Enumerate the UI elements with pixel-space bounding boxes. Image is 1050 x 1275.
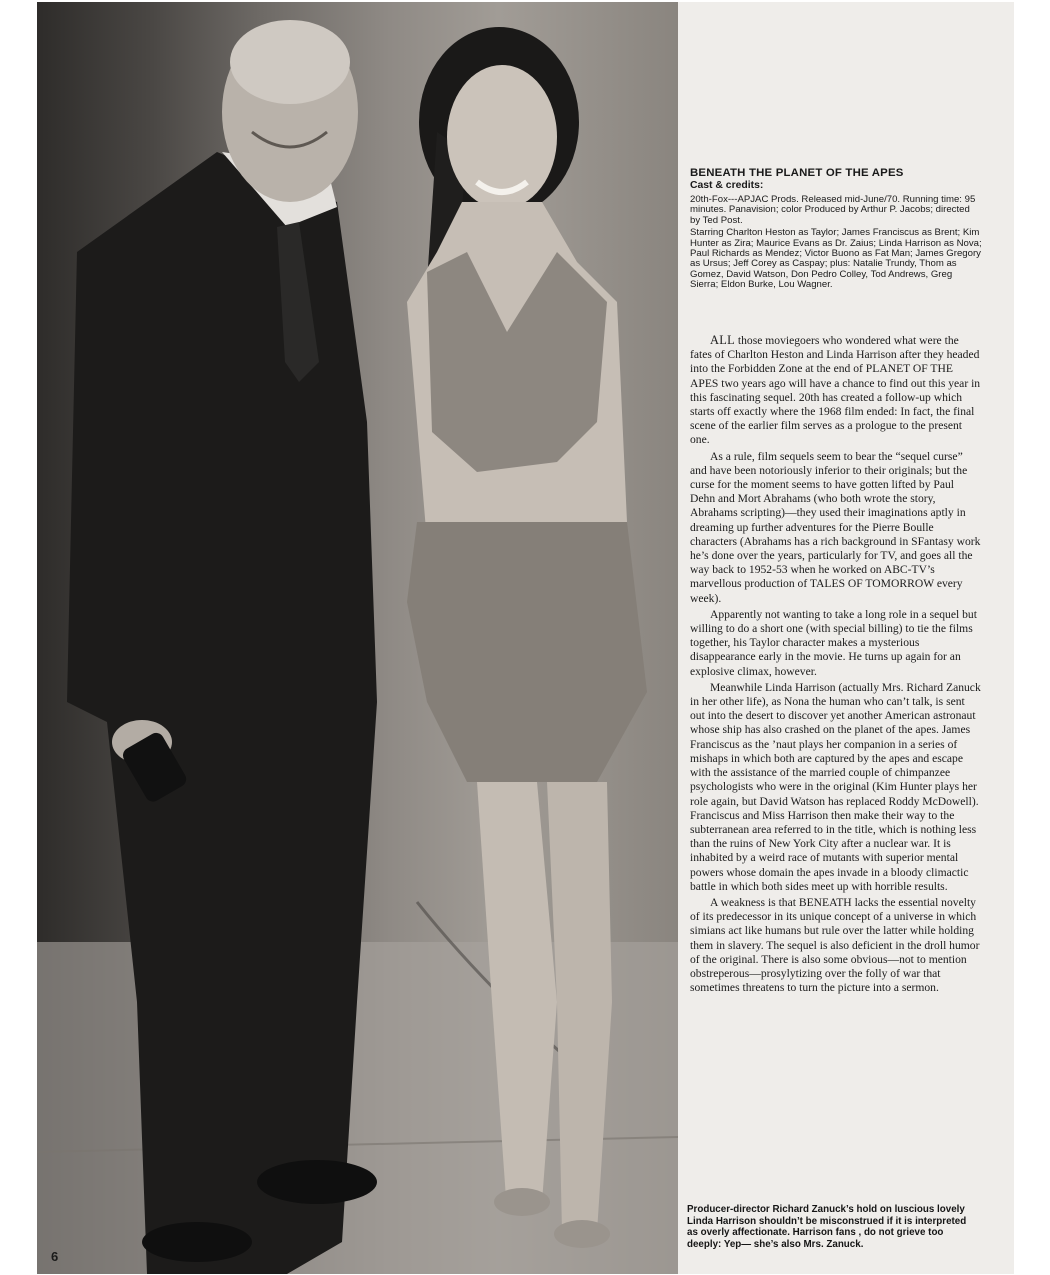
credits-heading: Cast & credits: (690, 180, 764, 191)
review-article (690, 333, 982, 995)
production-credits: 20th-Fox---APJAC Prods. Released mid-June/70. Running time: 95 minutes. Panavision; color Produced by Arthur P. Jacobs; directed by Ted Post. (690, 194, 976, 226)
article-paragraph (690, 333, 982, 448)
cast-list: Starring Charlton Heston as Taylor; James Franciscus as Brent; Kim Hunter as Zira; Maurice Evans as Dr. Zaius; Linda Harrison as Nova; Paul Richards as Mendez; Victor Buono as Fat Man; James Gregory as Ursus; Jeff Corey as Caspay; plus: Natalie Trundy, Thom as Gomez, David Watson, Don Pedro Colley, Tod Andrews, Greg Sierra; Eldon Burke, Lou Wagner. (690, 227, 982, 291)
paragraph-text: those moviegoers who wondered what were the fates of Charlton Heston and Linda Harrison after they headed into the Forbidden Zone at the end of PLANET OF THE APES two years ago will have a chance to find out this year in this fascinating sequel. 20th has created a follow-up which starts off exactly where the 1968 film ended: In fact, the final scene of the earlier film serves as a prologue to the present one. (690, 334, 981, 447)
photo-caption: Producer-director Richard Zanuck’s hold on luscious lovely Linda Harrison shouldn’t be misconstrued if it is interpreted as overly affectionate. Harrison fans , do not grieve too deeply: Yep— she’s also Mrs. Zanuck. (687, 1204, 967, 1250)
article-paragraph: A weakness is that BENEATH lacks the essential novelty of its predecessor in its unique concept of a universe in which simians act like humans but rule over the latter while holding them in slavery. The sequel is also deficient in the droll humor of the original. There is also some obvious—not to mention obstreperous—prosylytizing over the folly of war that sometimes threatens to turn the picture into a sermon. (690, 895, 980, 995)
cast-credits-box (690, 167, 982, 293)
article-paragraph: Apparently not wanting to take a long role in a sequel but willing to do a short one (with special billing) to tie the films together, his Taylor character makes a mysterious disappearance early in the movie. He turns up again for an explosive climax, however. (690, 607, 977, 678)
film-title: BENEATH THE PLANET OF THE APES (690, 167, 904, 179)
page-number: 6 (51, 1249, 59, 1264)
lead-word: ALL (710, 333, 735, 347)
article-paragraph: As a rule, film sequels seem to bear the “sequel curse” and have been notoriously inferior to their originals; but the curse for the moment seems to have gotten lifted by Paul Dehn and Mort Abrahams (who both wrote the story, Abrahams scripting)—they used their imaginations aptly in dreaming up further adventures for the Pierre Boulle characters (Abrahams has a rich background in SFantasy work he’s done over the years, particularly for TV, and goes all the way back to 1952-53 when he worked on ABC-TV’s marvellous production of TALES OF TOMORROW every week). (690, 449, 981, 605)
production-photo (37, 2, 678, 1274)
article-paragraph: Meanwhile Linda Harrison (actually Mrs. Richard Zanuck in her other life), as Nona the human who can’t talk, is sent out into the desert to discover yet another American astronaut whose ship has also crashed on the planet of the apes. James Franciscus as the ’naut plays her companion in a series of mishaps in which both are captured by the apes and escape with the assistance of the married couple of chimpanzee psychologists who were in the original (Kim Hunter plays her role again, but David Watson has replaced Roddy McDowell). Franciscus and Miss Harrison then make their way to the subterranean area referred to in the title, which is nothing less than the ruins of New York City after a nuclear war. It is inhabited by a weird race of mutants with superior mental powers whose domain the apes invade in a bloody climactic battle in which both sides meet up with horrible results. (690, 680, 981, 893)
photo-illustration (37, 2, 678, 1274)
